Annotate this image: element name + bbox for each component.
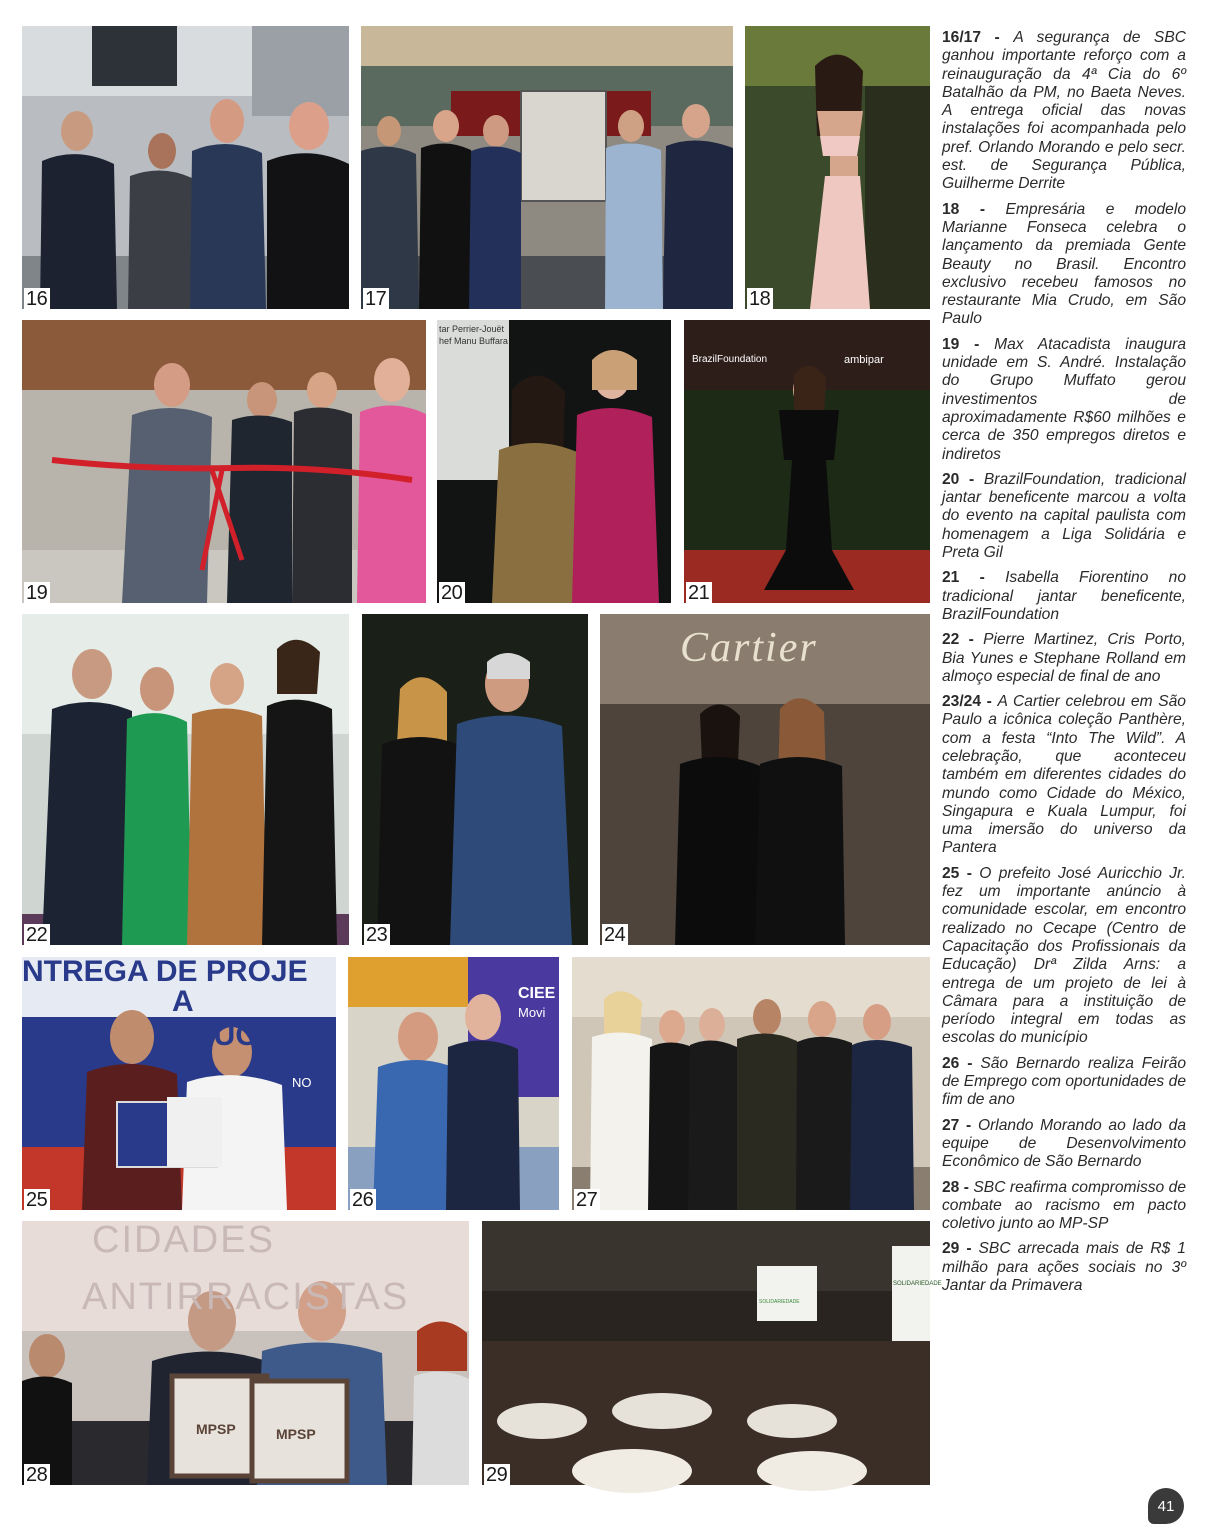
caption: 29 - SBC arrecada mais de R$ 1 milhão para ações sociais no 3º Jantar da Primavera [942,1240,1186,1294]
certificate-text: MPSP [276,1426,316,1442]
photo-number: 17 [363,288,389,309]
brand-logo-text: BrazilFoundation [692,354,768,365]
event-banner-text: CIEE [518,985,556,1002]
photo-18 [745,26,930,309]
event-banner-text: CIDADES [92,1219,275,1261]
photo-number: 27 [574,1189,600,1210]
photo-number: 16 [24,288,50,309]
caption: 18 - Empresária e modelo Marianne Fonseca celebra o lançamento da premiada Gente Beauty no Brasil. Encontro exclusivo recebeu famosos no restaurante Mia Crudo, em São Paulo [942,200,1186,328]
photo-17 [361,26,733,309]
photo-number: 21 [686,582,712,603]
photo-number: 20 [439,582,465,603]
caption: 25 - O prefeito José Auricchio Jr. fez um importante anúncio à comunidade escolar, em encontro realizado no Cecape (Centro de Capacitação dos Profissionais da Educação) Drª Zilda Arns: a entrega de um projeto de lei à Câmara para a instituição de período integral em todas as escolas do município [942,864,1186,1047]
event-banner-text: Movi [518,1005,546,1020]
captions-column [942,29,1186,1302]
event-screen-text: SOLIDARIEDADE [893,1281,942,1287]
photo-27 [572,957,930,1210]
brand-logo-text: ambipar [844,354,884,366]
event-banner-text: tar Perrier-Jouët [439,324,505,334]
caption: 16/17 - A segurança de SBC ganhou importante reforço com a reinauguração da 4ª Cia do 6º Batalhão da PM, no Baeta Neves. A entrega oficial das novas instalações foi acompanhada pelo pref. Orlando Morando e pelo secr. est. de Segurança Pública, Guilherme Derrite [942,29,1186,193]
photo-number: 26 [350,1189,376,1210]
photo-number: 24 [602,924,628,945]
photo-number: 23 [364,924,390,945]
brand-logo-text: Cartier [680,625,818,671]
event-banner-text: A EDUCAÇÃ [172,985,322,1052]
certificate-text: MPSP [196,1421,236,1437]
photo-number: 25 [24,1189,50,1210]
photo-25 [22,957,336,1210]
caption: 26 - São Bernardo realiza Feirão de Emprego com oportunidades de fim de ano [942,1054,1186,1109]
event-banner-text: NTREGA DE PROJE [22,955,308,988]
photo-24 [600,614,930,945]
photo-28 [22,1221,469,1485]
event-banner-text: hef Manu Buffara [439,336,508,346]
caption: 21 - Isabella Fiorentino no tradicional jantar beneficente, BrazilFoundation [942,569,1186,623]
photo-16 [22,26,349,309]
photo-19 [22,320,426,603]
caption: 23/24 - A Cartier celebrou em São Paulo a icônica coleção Panthère, com a festa “Into The Wild”. A celebração, que aconteceu também em diferentes cidades do mundo como Cidade do México, Singapura e Kuala Lumpur, foi uma imersão do universo da Pantera [942,693,1186,857]
photo-number: 28 [24,1464,50,1485]
photo-number: 19 [24,582,50,603]
event-banner-text: NO [292,1075,312,1090]
photo-22 [22,614,349,945]
caption: 27 - Orlando Morando ao lado da equipe de Desenvolvimento Econômico de São Bernardo [942,1116,1186,1171]
photo-20 [437,320,671,603]
photo-number: 22 [24,924,50,945]
photo-21 [684,320,930,603]
photo-29 [482,1221,942,1486]
caption: 22 - Pierre Martinez, Cris Porto, Bia Yunes e Stephane Rolland em almoço especial de final de ano [942,631,1186,685]
caption: 28 - SBC reafirma compromisso de combate ao racismo em pacto coletivo junto ao MP-SP [942,1178,1186,1233]
event-banner-text: ANTIRRACISTAS [82,1276,410,1318]
caption: 19 - Max Atacadista inaugura unidade em S. André. Instalação do Grupo Muffato gerou investimentos de aproximadamente R$60 milhões e cerca de 350 empregos diretos e indiretos [942,335,1186,463]
photo-26 [348,957,559,1210]
photo-number: 29 [484,1464,510,1485]
event-screen-text: SOLIDARIEDADE [759,1299,800,1305]
caption: 20 - BrazilFoundation, tradicional jantar beneficente marcou a volta do evento na capital paulista com homenagem a Liga Solidária e Preta Gil [942,470,1186,562]
photo-number: 18 [747,288,773,309]
page-number: 41 [1148,1488,1184,1524]
photo-23 [362,614,588,945]
